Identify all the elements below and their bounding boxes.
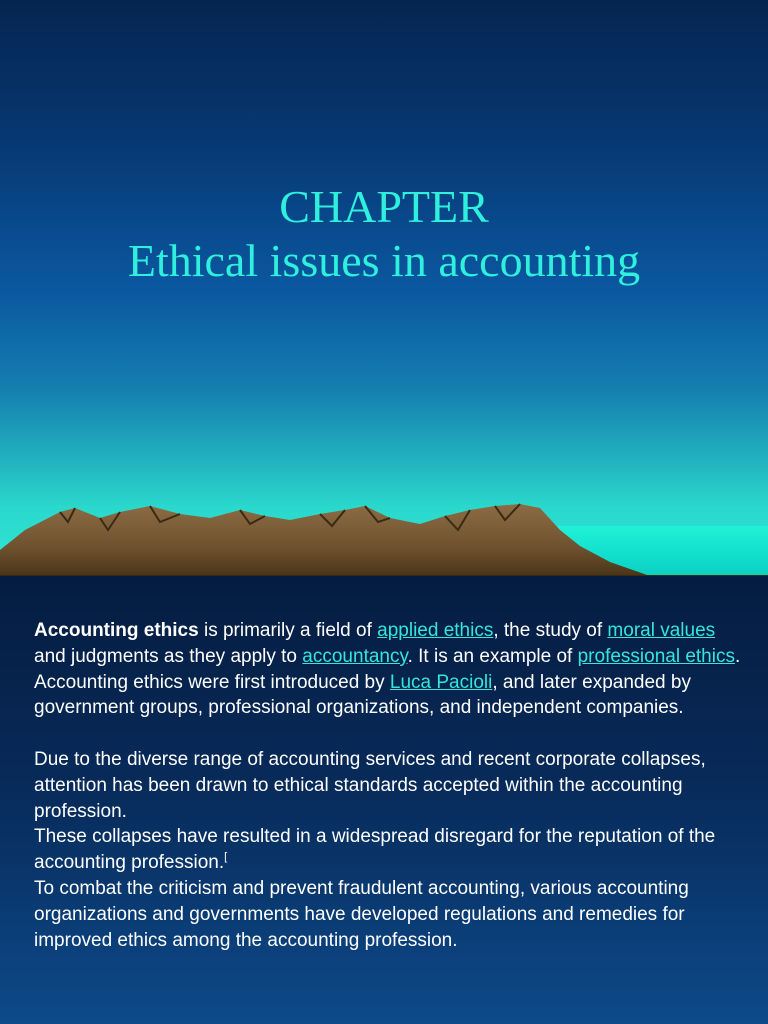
paragraph-definition bbox=[34, 618, 744, 670]
text-segment: These collapses have resulted in a widespread disregard for the reputation of the accounting profession. bbox=[34, 826, 716, 874]
text-segment: . It is an example of bbox=[407, 645, 578, 667]
link-moral-values[interactable]: moral values bbox=[607, 620, 716, 641]
text-segment: , the study of bbox=[493, 620, 608, 641]
slide-title bbox=[0, 180, 768, 288]
term-accounting-ethics: Accounting ethics bbox=[34, 620, 199, 641]
paragraph-history bbox=[34, 670, 744, 722]
text-segment: Accounting ethics were first introduced by bbox=[34, 671, 390, 693]
slide-body bbox=[34, 618, 744, 953]
text-segment: is primarily a field of bbox=[198, 620, 378, 641]
link-professional-ethics[interactable]: professional ethics bbox=[577, 645, 735, 667]
link-luca-pacioli[interactable]: Luca Pacioli bbox=[389, 671, 493, 693]
citation-bracket: [ bbox=[224, 851, 228, 864]
title-line-subject: Ethical issues in accounting bbox=[127, 235, 641, 286]
link-accountancy[interactable]: accountancy bbox=[302, 645, 408, 667]
text-segment: , and later expanded by government groups, professional organizations, and independent companies. bbox=[34, 671, 691, 719]
link-applied-ethics[interactable]: applied ethics bbox=[377, 620, 494, 641]
text-segment: and judgments as they apply to bbox=[34, 645, 303, 667]
content-slide bbox=[0, 576, 768, 1024]
text-segment: . bbox=[734, 645, 741, 667]
paragraph-spacer bbox=[34, 721, 744, 747]
title-line-chapter: CHAPTER bbox=[279, 181, 489, 232]
paragraph-standards: Due to the diverse range of accounting services and recent corporate collapses, attention has been drawn to ethical standards accepted within the accounting profession. bbox=[34, 748, 706, 822]
paragraph-remedies: To combat the criticism and prevent fraudulent accounting, various accounting organizations and governments have developed regulations and remedies for improved ethics among the accounting profession. bbox=[34, 877, 689, 951]
paragraph-collapses bbox=[34, 824, 744, 876]
mountain-range bbox=[0, 500, 768, 576]
